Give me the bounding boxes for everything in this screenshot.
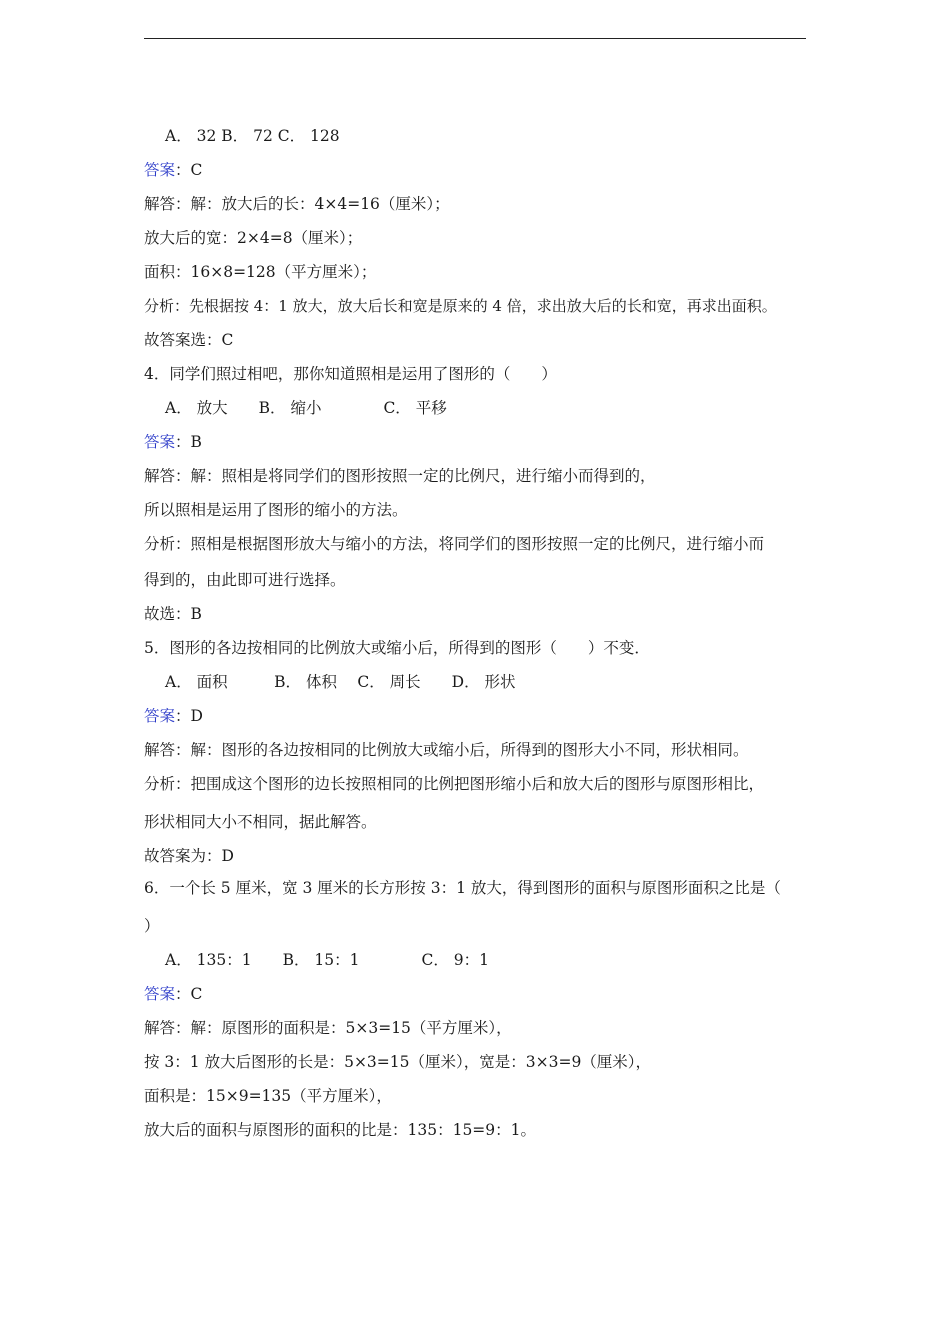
answer-value: ：B <box>175 433 202 451</box>
q4-question: 4．同学们照过相吧，那你知道照相是运用了图形的（ ） <box>144 365 557 383</box>
header-rule <box>144 38 806 39</box>
q5-solution: 解答：解：图形的各边按相同的比例放大或缩小后，所得到的图形大小不同，形状相同。 <box>144 741 749 759</box>
q6-question-2: ） <box>144 917 160 935</box>
q5-analysis-1: 分析：把围成这个图形的边长按照相同的比例把图形缩小后和放大后的图形与原图形相比， <box>144 775 765 793</box>
q3-solution-2: 放大后的宽：2×4=8（厘米）； <box>144 229 363 247</box>
q4-analysis-2: 得到的，由此即可进行选择。 <box>144 571 346 589</box>
q4-solution-2: 所以照相是运用了图形的缩小的方法。 <box>144 501 408 519</box>
q6-question-1: 6．一个长 5 厘米，宽 3 厘米的长方形按 3：1 放大，得到图形的面积与原图形面积之比是（ <box>144 879 781 897</box>
q4-conclusion: 故选：B <box>144 605 202 623</box>
answer-value: ：C <box>175 161 203 179</box>
q5-options: A． 面积 B． 体积 C． 周长 D． 形状 <box>165 673 516 691</box>
answer-label: 答案 <box>144 161 176 179</box>
q3-answer <box>144 160 202 180</box>
q3-analysis: 分析：先根据按 4：1 放大，放大后长和宽是原来的 4 倍，求出放大后的长和宽，再求出面积。 <box>144 297 777 315</box>
q5-analysis-2: 形状相同大小不相同，据此解答。 <box>144 813 377 831</box>
q6-solution-1: 解答：解：原图形的面积是：5×3=15（平方厘米）， <box>144 1019 512 1037</box>
q5-question: 5．图形的各边按相同的比例放大或缩小后，所得到的图形（ ）不变． <box>144 639 650 657</box>
q3-solution-3: 面积：16×8=128（平方厘米）； <box>144 263 377 281</box>
q4-solution-1: 解答：解：照相是将同学们的图形按照一定的比例尺，进行缩小而得到的， <box>144 467 656 485</box>
answer-value: ：C <box>175 985 203 1003</box>
q5-conclusion: 故答案为：D <box>144 847 234 865</box>
q5-answer <box>144 706 203 726</box>
q6-answer <box>144 984 202 1004</box>
q3-solution-1: 解答：解：放大后的长：4×4=16（厘米）； <box>144 195 450 213</box>
q4-analysis-1: 分析：照相是根据图形放大与缩小的方法，将同学们的图形按照一定的比例尺，进行缩小而 <box>144 535 765 553</box>
q6-solution-3: 面积是：15×9=135（平方厘米）， <box>144 1087 392 1105</box>
q3-conclusion: 故答案选：C <box>144 331 234 349</box>
q3-options: A． 32 B． 72 C． 128 <box>165 127 340 145</box>
answer-label: 答案 <box>144 707 176 725</box>
answer-label: 答案 <box>144 985 176 1003</box>
answer-label: 答案 <box>144 433 176 451</box>
q6-options: A． 135：1 B． 15：1 C． 9：1 <box>165 951 489 969</box>
q6-solution-4: 放大后的面积与原图形的面积的比是：135：15=9：1。 <box>144 1121 537 1139</box>
q4-options: A． 放大 B． 缩小 C． 平移 <box>165 399 447 417</box>
q6-solution-2: 按 3：1 放大后图形的长是：5×3=15（厘米），宽是：3×3=9（厘米）， <box>144 1053 652 1071</box>
q4-answer <box>144 432 202 452</box>
answer-value: ：D <box>175 707 203 725</box>
